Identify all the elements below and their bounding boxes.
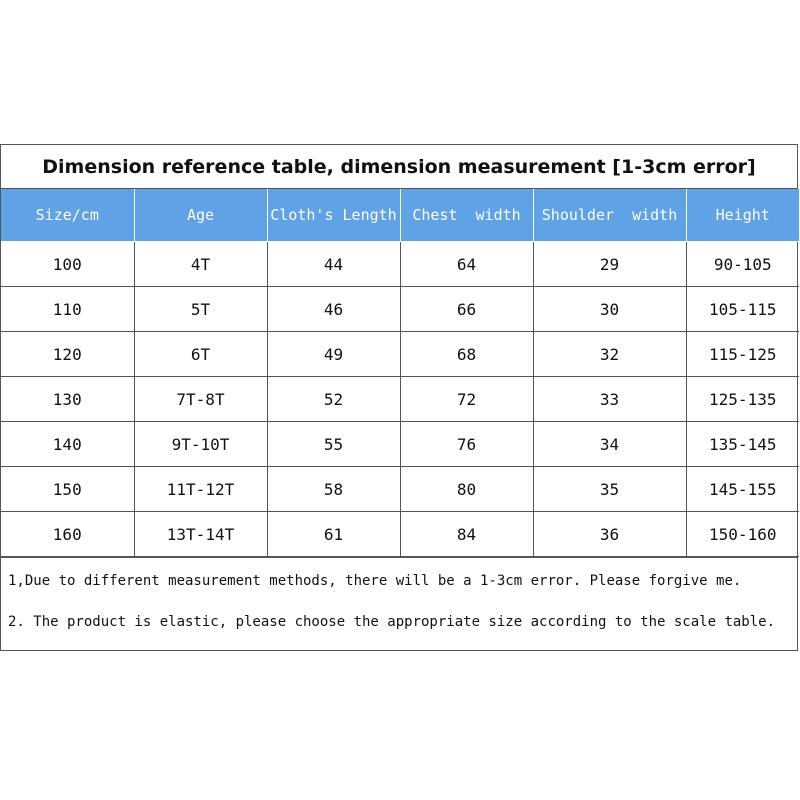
table-row xyxy=(1,377,799,422)
cell-chest-width: 76 xyxy=(400,422,533,467)
header-height: Height xyxy=(686,189,799,242)
cell-age: 13T-14T xyxy=(134,512,267,557)
cell-chest-width: 72 xyxy=(400,377,533,422)
table-row xyxy=(1,422,799,467)
cell-size: 100 xyxy=(1,242,134,287)
cell-age: 5T xyxy=(134,287,267,332)
cell-cloth-length: 46 xyxy=(267,287,400,332)
cell-size: 120 xyxy=(1,332,134,377)
cell-height: 145-155 xyxy=(686,467,799,512)
cell-shoulder-width: 36 xyxy=(533,512,686,557)
cell-chest-width: 66 xyxy=(400,287,533,332)
cell-shoulder-width: 30 xyxy=(533,287,686,332)
cell-cloth-length: 61 xyxy=(267,512,400,557)
cell-age: 6T xyxy=(134,332,267,377)
note-measurement-error: 1,Due to different measurement methods, there will be a 1-3cm error. Please forgive me. xyxy=(8,573,742,589)
header-cloth-length: Cloth's Length xyxy=(267,189,400,242)
table-row xyxy=(1,512,799,557)
cell-shoulder-width: 33 xyxy=(533,377,686,422)
cell-shoulder-width: 35 xyxy=(533,467,686,512)
cell-cloth-length: 52 xyxy=(267,377,400,422)
cell-cloth-length: 49 xyxy=(267,332,400,377)
size-chart xyxy=(0,144,798,651)
header-chest-width: Chest width xyxy=(400,189,533,242)
header-size: Size/cm xyxy=(1,189,134,242)
note-elastic-product: 2. The product is elastic, please choose the appropriate size according to the scale table. xyxy=(8,614,776,630)
table-row xyxy=(1,242,799,287)
cell-cloth-length: 55 xyxy=(267,422,400,467)
cell-size: 160 xyxy=(1,512,134,557)
cell-height: 135-145 xyxy=(686,422,799,467)
cell-chest-width: 68 xyxy=(400,332,533,377)
cell-shoulder-width: 29 xyxy=(533,242,686,287)
cell-height: 105-115 xyxy=(686,287,799,332)
chart-title: Dimension reference table, dimension measurement [1-3cm error] xyxy=(1,145,797,189)
cell-age: 9T-10T xyxy=(134,422,267,467)
cell-height: 90-105 xyxy=(686,242,799,287)
cell-size: 150 xyxy=(1,467,134,512)
cell-age: 7T-8T xyxy=(134,377,267,422)
cell-size: 140 xyxy=(1,422,134,467)
cell-shoulder-width: 32 xyxy=(533,332,686,377)
header-row xyxy=(1,189,799,242)
cell-height: 150-160 xyxy=(686,512,799,557)
cell-chest-width: 80 xyxy=(400,467,533,512)
cell-height: 115-125 xyxy=(686,332,799,377)
cell-age: 4T xyxy=(134,242,267,287)
cell-chest-width: 84 xyxy=(400,512,533,557)
cell-height: 125-135 xyxy=(686,377,799,422)
cell-shoulder-width: 34 xyxy=(533,422,686,467)
cell-cloth-length: 58 xyxy=(267,467,400,512)
notes-section xyxy=(1,557,797,644)
header-shoulder-width: Shoulder width xyxy=(533,189,686,242)
table-row xyxy=(1,332,799,377)
table-row xyxy=(1,287,799,332)
size-table xyxy=(1,189,799,557)
cell-size: 130 xyxy=(1,377,134,422)
cell-age: 11T-12T xyxy=(134,467,267,512)
cell-cloth-length: 44 xyxy=(267,242,400,287)
table-row xyxy=(1,467,799,512)
cell-size: 110 xyxy=(1,287,134,332)
cell-chest-width: 64 xyxy=(400,242,533,287)
header-age: Age xyxy=(134,189,267,242)
